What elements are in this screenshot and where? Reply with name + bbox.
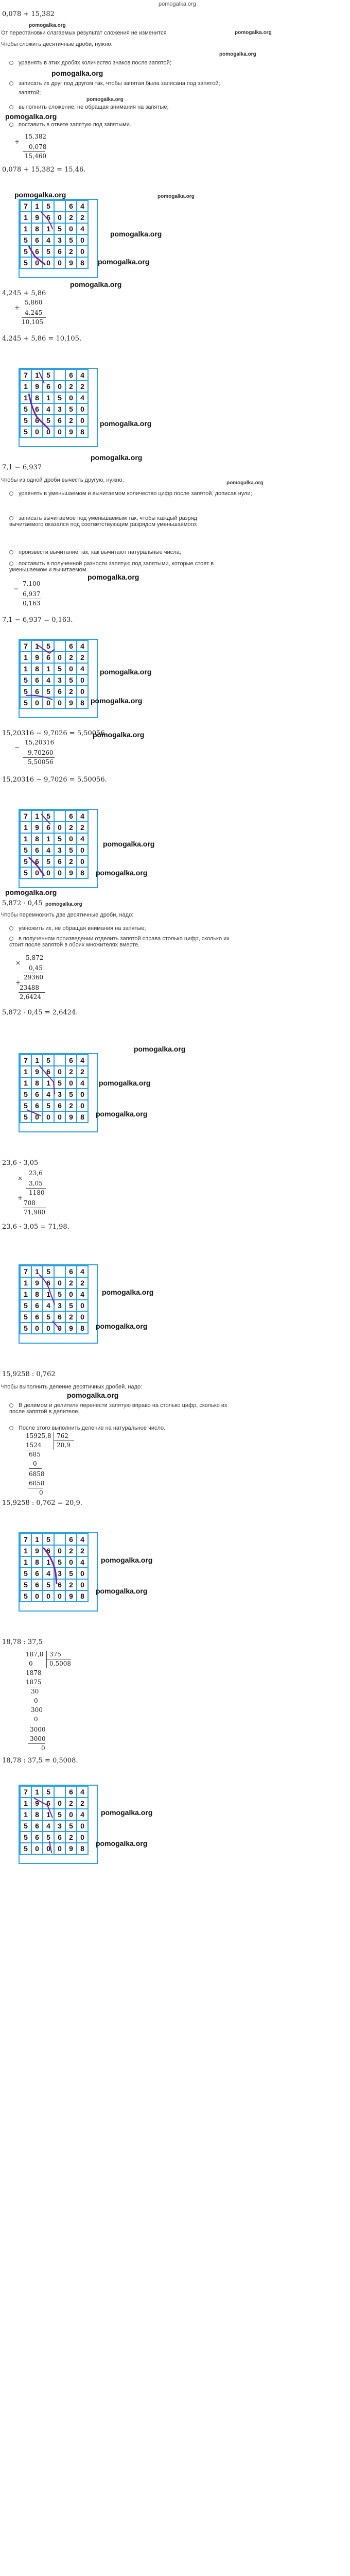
p5-calc-result: 2,6424 bbox=[20, 993, 41, 1001]
p3-step-3: произвести вычитание так, как вычитают натуральные числа; bbox=[9, 549, 181, 555]
p1-calc-a: 15,382 bbox=[25, 133, 46, 140]
p2-equation: 4,245 + 5,86 bbox=[2, 290, 46, 297]
p4-calc-a: 15,20316 bbox=[25, 739, 55, 746]
p8-row-6: 300 bbox=[31, 1706, 43, 1714]
p1-calc-b: 0,078 bbox=[29, 143, 47, 150]
watermark: pomogalka.org bbox=[5, 888, 57, 896]
watermark: pomogalka.org bbox=[70, 280, 122, 289]
digit-grid-table: 7 1 5 6 4 1 9 6 0 2 2 1 8 1 5 0 4 5 6 4 3 5 0 5 6 5 6 2 0 5 0 0 0 9 8 bbox=[20, 1265, 89, 1334]
watermark: pomogalka.org bbox=[96, 1587, 148, 1595]
watermark: pomogalka.org bbox=[96, 1839, 148, 1848]
p3-equation: 7,1 − 6,937 bbox=[2, 464, 42, 471]
p7-row-4: 6858 bbox=[29, 1470, 45, 1478]
bullet-icon bbox=[9, 105, 13, 109]
p5-calc-p2: 23488 bbox=[20, 984, 40, 991]
p7-result: 15,9258 : 0,762 = 20,9. bbox=[2, 1499, 82, 1507]
p8-row-1: 0 bbox=[29, 1660, 33, 1667]
p7-row-5: 6858 bbox=[29, 1480, 45, 1487]
p7-row-3: 0 bbox=[33, 1460, 37, 1467]
p7-equation: 15,9258 : 0,762 bbox=[2, 1370, 56, 1378]
p4-equation: 15,20316 − 9,7026 = 5,50056 bbox=[2, 730, 105, 737]
divider-line bbox=[46, 1651, 47, 1668]
watermark: pomogalka.org bbox=[102, 1288, 154, 1296]
digit-grid-table: 7 1 5 6 4 1 9 6 0 2 2 1 8 1 5 0 4 5 6 4 3 5 0 5 6 5 6 2 0 5 0 0 0 9 8 bbox=[20, 369, 89, 438]
p1-step-2-cont: запятой; bbox=[19, 90, 41, 96]
p6-calc-p1: 1180 bbox=[29, 1189, 45, 1196]
p8-dividend: 187,8 bbox=[26, 1651, 44, 1658]
handwritten-marks bbox=[19, 1264, 96, 1342]
minus-sign: − bbox=[13, 585, 19, 592]
watermark: pomogalka.org bbox=[226, 480, 264, 486]
watermark: pomogalka.org bbox=[96, 1110, 148, 1118]
plus-sign: + bbox=[14, 304, 20, 311]
handwritten-marks bbox=[19, 1053, 96, 1130]
p7-divisor: 762 bbox=[57, 1432, 68, 1439]
p5-result: 5,872 · 0,45 = 2,6424. bbox=[2, 1009, 78, 1016]
watermark: pomogalka.org bbox=[91, 697, 143, 705]
watermark: pomogalka.org bbox=[110, 230, 162, 238]
minus-sign: − bbox=[14, 744, 20, 751]
p5-rule-title: Чтобы перемножить две десятичные дроби, надо: bbox=[1, 912, 134, 918]
watermark: pomogalka.org bbox=[51, 69, 103, 77]
bullet-icon bbox=[9, 81, 13, 86]
p1-step-1: уравнять в этих дробях количество знаков после запятой; bbox=[9, 60, 171, 66]
divider-line bbox=[23, 151, 45, 152]
watermark: pomogalka.org bbox=[157, 194, 195, 199]
p4-result: 15,20316 − 9,7026 = 5,50056. bbox=[2, 776, 107, 784]
watermark: pomogalka.org bbox=[67, 1391, 119, 1399]
watermark: pomogalka.org bbox=[29, 23, 66, 28]
p4-calc-result: 5,50056 bbox=[28, 758, 54, 766]
plus-sign: + bbox=[14, 138, 20, 145]
p1-step-2: записать их друг под другом так, чтобы запятая была записана под запятой; bbox=[9, 80, 220, 87]
digit-grid-table: 7 1 5 6 4 1 9 6 0 2 2 1 8 1 5 0 4 5 6 4 3 5 0 5 6 5 6 2 0 5 0 0 0 9 8 bbox=[20, 1054, 89, 1123]
p5-calc-p1: 29360 bbox=[24, 974, 44, 981]
watermark: pomogalka.org bbox=[235, 30, 272, 36]
p6-calc-result: 71,980 bbox=[24, 1209, 45, 1216]
bullet-icon bbox=[9, 926, 13, 930]
p2-calc-result: 10,105 bbox=[22, 318, 43, 326]
p8-row-10: 0 bbox=[41, 1744, 45, 1752]
p8-divisor: 375 bbox=[49, 1651, 61, 1658]
p8-quotient: 0,5008 bbox=[49, 1660, 71, 1667]
watermark: pomogalka.org bbox=[219, 52, 256, 57]
p7-step-2: После этого выполнить деление на натуральное число. bbox=[9, 1425, 165, 1431]
p3-result: 7,1 − 6,937 = 0,163. bbox=[2, 616, 73, 624]
watermark: pomogalka.org bbox=[134, 1045, 186, 1053]
p2-calc-a: 5,860 bbox=[25, 299, 43, 306]
bullet-icon bbox=[9, 1426, 13, 1430]
p8-equation: 18,78 : 37,5 bbox=[2, 1638, 43, 1646]
p1-intro: От перестановки слагаемых результат сложения не изменится bbox=[1, 30, 167, 36]
watermark: pomogalka.org bbox=[101, 1556, 153, 1564]
p5-calc-b: 0,45 bbox=[29, 964, 43, 972]
p8-row-2: 1878 bbox=[26, 1669, 42, 1676]
watermark: pomogalka.org bbox=[103, 840, 155, 848]
watermark: pomogalka.org bbox=[93, 731, 145, 739]
handwritten-marks bbox=[19, 1532, 96, 1609]
p5-step-2: в полученном произведении отделить запятой справа столько цифр, сколько их стоит после запятой в обоих множителях вместе. bbox=[9, 936, 230, 948]
p3-calc-b: 6,937 bbox=[23, 590, 41, 598]
p6-calc-a: 23,6 bbox=[29, 1170, 43, 1177]
handwritten-marks bbox=[19, 639, 96, 716]
p5-calc-a: 5,872 bbox=[26, 954, 44, 961]
p7-dividend: 15925,8 bbox=[26, 1432, 51, 1439]
site-header[interactable]: pomogalka.org bbox=[159, 1, 196, 7]
p1-calc-result: 15,460 bbox=[25, 152, 46, 160]
p2-calc-b: 4,245 bbox=[25, 309, 43, 316]
bullet-icon bbox=[9, 937, 13, 941]
p1-result: 0,078 + 15,382 = 15,46. bbox=[2, 166, 86, 174]
p5-equation: 5,872 · 0,45 bbox=[2, 900, 43, 907]
plus-sign: + bbox=[15, 979, 21, 986]
times-sign: × bbox=[15, 959, 21, 967]
watermark: pomogalka.org bbox=[96, 869, 148, 877]
p7-row-6: 0 bbox=[39, 1489, 43, 1496]
p8-row-9: 3000 bbox=[30, 1735, 46, 1742]
watermark: pomogalka.org bbox=[5, 112, 57, 121]
digit-grid-table: 7 1 5 6 4 1 9 6 0 2 2 1 8 1 5 0 4 5 6 4 3 5 0 5 6 5 6 2 0 5 0 0 0 9 8 bbox=[20, 1786, 89, 1855]
watermark: pomogalka.org bbox=[86, 97, 124, 103]
divider-line bbox=[22, 317, 46, 318]
watermark: pomogalka.org bbox=[45, 902, 82, 907]
bullet-icon bbox=[9, 123, 13, 127]
p6-calc-b: 3,05 bbox=[29, 1180, 43, 1187]
p1-rule-title: Чтобы сложить десятичные дроби, нужно: bbox=[1, 41, 113, 47]
handwritten-marks bbox=[19, 199, 96, 276]
p6-result: 23,6 · 3,05 = 71,98. bbox=[2, 1223, 69, 1231]
bullet-icon bbox=[9, 550, 13, 554]
p8-row-4: 30 bbox=[31, 1688, 39, 1695]
p1-step-4: поставить в ответе запятую под запятыми. bbox=[9, 122, 131, 128]
p7-rule-title: Чтобы выполнить деление десятичных дробей, надо: bbox=[1, 1384, 143, 1390]
p4-calc-b: 9,70260 bbox=[28, 749, 54, 756]
watermark: pomogalka.org bbox=[14, 191, 66, 199]
p7-step-1: В делимом и делителе перенести запятую вправо на столько цифр, сколько их после запятой в делителе. bbox=[9, 1402, 227, 1415]
p8-row-7: 0 bbox=[34, 1716, 38, 1723]
times-sign: × bbox=[18, 1175, 23, 1182]
p3-calc-result: 0,163 bbox=[23, 600, 41, 607]
p6-calc-p2: 708 bbox=[24, 1199, 36, 1207]
p1-equation: 0,078 + 15,382 bbox=[2, 10, 55, 18]
bullet-icon bbox=[9, 562, 13, 566]
divider-line bbox=[28, 1743, 45, 1744]
digit-grid-table: 7 1 5 6 4 1 9 6 0 2 2 1 8 1 5 0 4 5 6 4 3 5 0 5 6 5 6 2 0 5 0 0 0 9 8 bbox=[20, 1533, 89, 1602]
divider-line bbox=[26, 1188, 46, 1189]
divider-line bbox=[29, 1468, 42, 1469]
divider-line bbox=[23, 757, 55, 758]
digit-grid-table: 7 1 5 6 4 1 9 6 0 2 2 1 8 1 5 0 4 5 6 4 3 5 0 5 6 5 6 2 0 5 0 0 0 9 8 bbox=[20, 200, 89, 269]
bullet-icon bbox=[9, 492, 13, 496]
p7-quotient: 20,9 bbox=[57, 1442, 71, 1449]
watermark: pomogalka.org bbox=[91, 453, 143, 462]
p8-row-5: 0 bbox=[34, 1697, 38, 1704]
divider-line bbox=[54, 1440, 74, 1441]
watermark: pomogalka.org bbox=[96, 1322, 148, 1330]
digit-grid-table: 7 1 5 6 4 1 9 6 0 2 2 1 8 1 5 0 4 5 6 4 3 5 0 5 6 5 6 2 0 5 0 0 0 9 8 bbox=[20, 810, 89, 879]
plus-sign: + bbox=[18, 1194, 23, 1201]
p8-row-3: 1875 bbox=[26, 1679, 42, 1686]
p3-step-2: записать вычитаемое под уменьшаемым так, чтобы каждый разряд вычитаемого оказался под соответствующим разрядом уменьшаемого; bbox=[9, 515, 198, 528]
watermark: pomogalka.org bbox=[99, 1079, 151, 1087]
divider-line bbox=[19, 992, 45, 993]
p1-step-3: выполнить сложение, не обращая внимания на запятые; bbox=[9, 104, 169, 110]
p8-row-8: 3000 bbox=[30, 1726, 46, 1733]
watermark: pomogalka.org bbox=[98, 258, 150, 266]
digit-grid-table: 7 1 5 6 4 1 9 6 0 2 2 1 8 1 5 0 4 5 6 4 3 5 0 5 6 5 6 2 0 5 0 0 0 9 8 bbox=[20, 640, 89, 709]
p8-result: 18,78 : 37,5 = 0,5008. bbox=[2, 1757, 78, 1765]
p3-step-4: поставить в полученной разности запятую под запятыми, которые стоят в уменьшаемом и вычитаемом. bbox=[9, 561, 214, 573]
p5-step-1: умножить их, не обращая внимания на запятые; bbox=[9, 925, 146, 931]
p3-rule-title: Чтобы из одной дроби вычесть другую, нужно: bbox=[1, 477, 124, 483]
p2-result: 4,245 + 5,86 = 10,105. bbox=[2, 335, 82, 343]
handwritten-marks bbox=[19, 1785, 96, 1862]
p7-row-2: 685 bbox=[29, 1451, 41, 1458]
watermark: pomogalka.org bbox=[100, 419, 152, 428]
bullet-icon bbox=[9, 61, 13, 65]
p3-step-1: уравнять в уменьшаемом и вычитаемом количество цифр после запятой, дописав нули; bbox=[9, 490, 252, 497]
handwritten-marks bbox=[19, 809, 96, 886]
watermark: pomogalka.org bbox=[100, 668, 152, 676]
handwritten-marks bbox=[19, 368, 96, 445]
watermark: pomogalka.org bbox=[101, 1808, 153, 1817]
bullet-icon bbox=[9, 516, 13, 520]
p3-calc-a: 7,100 bbox=[23, 580, 41, 587]
bullet-icon bbox=[9, 1403, 13, 1408]
p7-row-1: 1524 bbox=[26, 1442, 42, 1449]
watermark: pomogalka.org bbox=[87, 573, 139, 581]
p6-equation: 23,6 · 3,05 bbox=[2, 1159, 39, 1167]
